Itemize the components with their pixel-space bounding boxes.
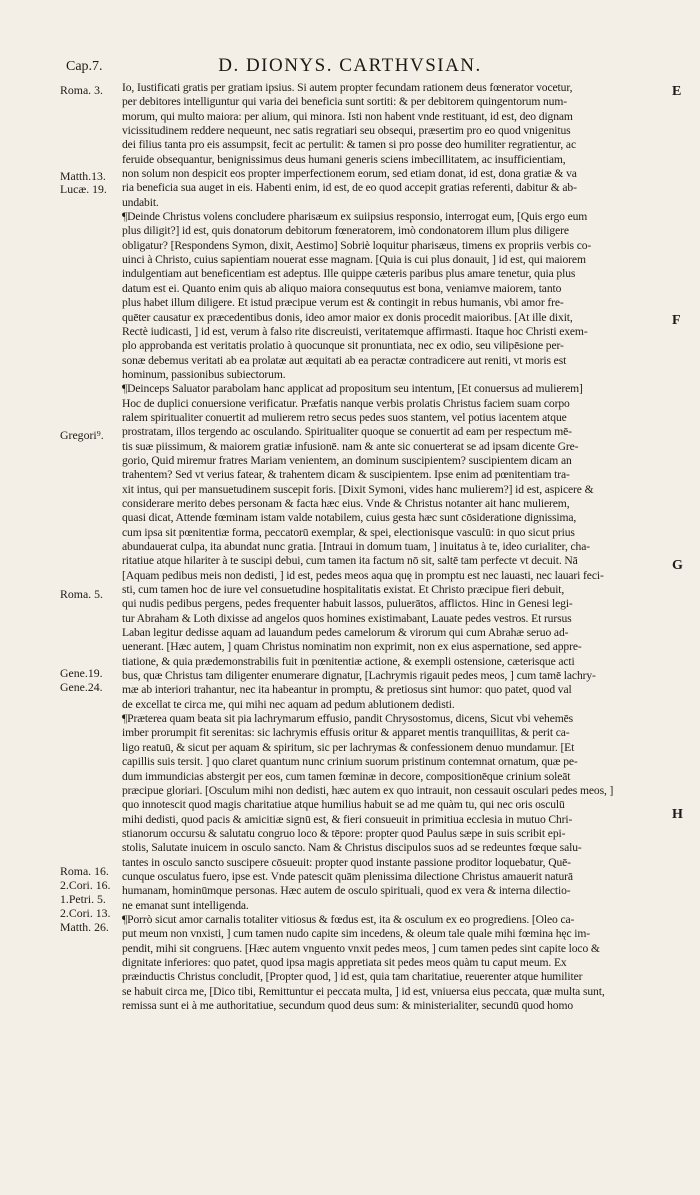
text-line: remissa sunt ei à me authoritatiue, secundum quod deus sum: & ministerialiter, secundū quod homo <box>122 999 574 1012</box>
text-line: ligo reatuū, & sicut per aquam & spiritum, sic per lachrymas & confessionem denuo mundamur. [Et <box>122 740 575 754</box>
text-line: abundauerat culpa, ita abundat nunc gratia. [Intraui in domum tuam, ] inuitatus à te, ideo curialiter, cha- <box>122 540 590 553</box>
text-line: qui nudis pedibus pergens, pedes frequenter habuit lassos, puluerātos, afflictos. Hinc in Genesi legi- <box>122 597 573 611</box>
text-line: præcipue gloriari. [Osculum mihi non dedisti, hæc autem ex quo intrauit, non cessauit osculari pedes meos, ] <box>122 783 614 797</box>
margin-ref: Gene.19. <box>60 666 103 680</box>
text-line: imber prorumpit fit serenitas: sic lachrymis effusis oritur & apparet mentis tranquillitas, & perit ca- <box>122 726 570 740</box>
text-line: capillis suis tersit. ] quo claret quantum nunc crinium suorum pristinum contemnat ornatum, quæ pe- <box>122 755 578 769</box>
running-header <box>0 55 700 79</box>
text-line: datum est ei. Quanto enim quis ab aliquo maiora consequutus est bona, veniamve maiorem, tanto <box>122 281 562 295</box>
text-line: prostratam, illos tergendo ac osculando. Spiritualiter quoque se conuertit ad eam per respectum mē- <box>122 425 572 439</box>
section-letter: F <box>672 313 681 328</box>
margin-ref: Roma. 3. <box>60 83 103 97</box>
margin-ref: Lucæ. 19. <box>60 182 107 196</box>
text-line: uenerant. [Hæc autem, ] quam Christus nominatim non exprimit, non ex eius aspernatione, sed appre- <box>122 640 582 654</box>
text-line: per debitores intelliguntur qui varia dei beneficia sunt sortiti: & per debitorem quingentorum num- <box>122 95 567 109</box>
text-line: ralem spiritualiter conuertit ad mulierem retro secus pedes suos stantem, vel potius iacentem atque <box>122 410 567 424</box>
margin-ref: Matth.13. <box>60 169 106 183</box>
text-line: xit intus, qui per mansuetudinem suscepit foris. [Dixit Symoni, vides hanc mulierem?] id est, aspicere & <box>122 482 594 496</box>
text-line: pendit, mihi sit congruens. [Hæc autem vnguento vnxit pedes meos, ] cum tamen pedes sint capite loco & <box>122 941 600 955</box>
text-line: stianorum occursu & salutatu congruo loco & tēpore: propter quod Paulus sæpe in suis scribit epi- <box>122 826 566 840</box>
margin-ref: Gregori⁹. <box>60 428 104 442</box>
text-line: put meum non vnxisti, ] cum tamen nudo capite sim incedens, & oleum tale quale mihi fœmina hęc im- <box>122 927 590 941</box>
section-letter: G <box>672 558 683 573</box>
text-line: quasi dicat, Attende fœminam istam valde notabilem, cuius gesta hæc sunt cōsideratione dignissima, <box>122 511 577 525</box>
text-line: quo innotescit quod magis charitatiue atque humilius habuit se ad me quàm tu, qui nec oris osculū <box>122 798 565 812</box>
text-line: indulgentiam aut beneficentiam est adeptus. Ille quippe cæteris paribus plus amare tenetur, quia plus <box>122 267 576 281</box>
text-line: tis suæ piissimum, & maiorem gratiæ infusionē. nam & ante sic conuerterat se ad ipsam dicente Gre- <box>122 439 579 453</box>
section-letter: E <box>672 84 682 99</box>
text-line: plus diligit?] id est, quis donatorum debitorum fœneratorem, imò condonatorem illum plus diligere <box>122 224 569 238</box>
text-line: præinductis Christus concludit, [Propter quod, ] id est, quia tam charitatiue, reuerenter atque humiliter <box>122 970 583 984</box>
text-line: considerare merito debes personam & facta hæc eius. Vnde & Christus notanter ait hanc mulierem, <box>122 496 570 510</box>
text-line: bus, quæ Christus tam diligenter enumerare dignatur, [Lachrymis rigauit pedes meos, ] cum tamē lachry- <box>122 669 596 683</box>
text-line: plo approbanda est veritatis prolatio à quocunque sit pronuntiata, nec ex odio, seu vilipēsione per- <box>122 339 564 353</box>
text-line: mihi dedisti, quod pacis & amicitiæ signū est, & fieri consueuit in primitiua ecclesia in mutuo Chri- <box>122 812 573 826</box>
text-line: Laban legitur dedisse aquam ad lauandum pedes camelorum & virorum qui cum Abrahæ seruo ad- <box>122 626 569 640</box>
margin-ref: Roma. 5. <box>60 587 103 601</box>
text-line: feruide obsequantur, benignissimus deus humani generis sciens imbecillitatem, ac insufficientiam, <box>122 152 566 166</box>
text-line: ne emanat sunt intelligenda. <box>122 898 249 912</box>
text-line: humanam, hominūmque personas. Hæc autem de osculo spirituali, quod ex vera & interna dilectio- <box>122 884 571 898</box>
text-line: ¶Præterea quam beata sit pia lachrymarum effusio, pandit Chrysostomus, dicens, Sicut vbi vehemēs <box>122 712 574 726</box>
text-line: tiatione, & quia prædemonstrabilis fuit in pœnitentiæ actione, & exempli ostensione, cæterisque acti <box>122 654 575 668</box>
margin-ref: Matth. 26. <box>60 920 109 934</box>
text-line: gorio, Quid miremur fratres Mariam venientem, an dominum suscipientem? suscipientem dicam an <box>122 453 572 467</box>
text-line: quēter causatur ex præcedentibus donis, ideo amor maior ex donis procedit maioribus. [At ille dixit, <box>122 310 573 324</box>
text-line: [Aquam pedibus meis non dedisti, ] id est, pedes meos aqua quę in promptu est nec lauasti, nec lauari feci- <box>122 568 604 582</box>
text-line: de excellat te circa me, qui mihi nec aquam ad pedum ablutionem dedisti. <box>122 697 455 711</box>
page-title: D. DIONYS. CARTHVSIAN. <box>218 55 482 76</box>
text-line: dignitate inferiores: quo patet, quod ipsa magis appretiata sit pedes meos quàm tu caput meum. Ex <box>122 955 567 969</box>
text-line: sonæ debemus veritati ab ea prolatæ aut æquitati ab ea peractæ contradicere aut reniti, vt moris est <box>122 353 567 367</box>
margin-ref: 2.Cori. 16. <box>60 878 111 892</box>
text-line: non solum non despicit eos propter imperfectionem eorum, sed etiam donat, id est, dona gratiæ & va <box>122 167 577 181</box>
margin-ref: Gene.24. <box>60 680 103 694</box>
text-line: tur Abraham & Loth dixisse ad angelos quos homines existimabant, Lauate pedes vestros. Et rursus <box>122 611 572 625</box>
text-line: ritatiue atque hilariter à te suscipi debui, cum tamen ita factum nō sit, saltē tam perfecte vt decuit. Nā <box>122 554 578 568</box>
text-line: obligatur? [Respondens Symon, dixit, Aestimo] Sobriè loquitur pharisæus, timens ex propriis verbis co- <box>122 238 592 252</box>
text-line: se habuit circa me, [Dico tibi, Remittuntur ei peccata multa, ] id est, vniuersa eius peccata, quæ multa sunt, <box>122 984 605 998</box>
text-line: ¶Porrò sicut amor carnalis totaliter vitiosus & fœdus est, ita & osculum ex eo progrediens. [Oleo ca- <box>122 912 575 926</box>
text-line: Io, Iustificati gratis per gratiam ipsius. Si autem propter fecundam rationem deus fœnerator vocetur, <box>122 81 573 94</box>
text-line: trahentem? Sed vt verius fatear, & trahentem dicam & suscipientem. Ipse enim ad pœnitentiam tra- <box>122 468 570 482</box>
text-line: ¶Deinde Christus volens concludere pharisæum ex suiipsius responsio, interrogat eum, [Quis ergo eum <box>122 210 588 224</box>
text-line: ¶Deinceps Saluator parabolam hanc applicat ad propositum seu intentum, [Et conuersus ad mulierem] <box>122 382 583 396</box>
text-line: ria beneficia sua auget in eis. Habenti enim, id est, de eo quod accepit gratias referenti, dabitur & ab- <box>122 181 577 195</box>
text-line: hominum, passionibus subiectorum. <box>122 367 286 381</box>
text-line: cunque osculatus fuero, ipse est. Vnde patescit quām plenissima dilectione Christus amauerit naturā <box>122 869 573 883</box>
text-line: cum ipsa sit pœnitentiæ forma, peccatorū exemplar, & spei, electionisque vasculū: in quo sicut prius <box>122 525 575 539</box>
text-line: stolis, Salutate inuicem in osculo sancto. Nam & Christus discipulos suos ad se redeuntes fœque salu- <box>122 841 582 855</box>
text-line: sti, cum tamen hoc de iure vel consuetudine hospitalitatis existat. Et Christo præcipue fieri debuit, <box>122 583 565 597</box>
text-line: plus habet illum diligere. Et istud præcipue verum est & contingit in rebus humanis, vbi amor fre- <box>122 296 564 310</box>
text-line: Hoc de duplici conuersione verificatur. Præfatis nanque verbis prolatis Christus faciem suam corpo <box>122 396 570 410</box>
text-line: uinci à Christo, cuius sapientiam nouerat esse magnam. [Quia is cui plus donauit, ] id est, qui maiorem <box>122 253 586 267</box>
text-line: vicissitudinem reddere nequeunt, nec satis regratiari seu obsequi, præsertim pro eo quod vnigenitus <box>122 124 571 138</box>
text-line: dum immundicias abstergit per eos, cum tamen fœminæ in decore, compositionēque crinium soleāt <box>122 769 571 783</box>
text-line: undabit. <box>122 195 159 209</box>
text-line: dei filius tanta pro eis assumpsit, fecit ac pertulit: & tamen si pro posse deo humiliter regratientur, ac <box>122 138 576 152</box>
commentary-text <box>122 81 656 1013</box>
chapter-label: Cap.7. <box>66 59 103 74</box>
text-line: mæ ab interiori trahantur, nec ita habeantur in promptu, & pretiosus sint humor: quo patet, quod val <box>122 683 572 697</box>
margin-ref: 1.Petri. 5. <box>60 892 106 906</box>
margin-ref: Roma. 16. <box>60 864 109 878</box>
margin-ref: 2.Cori. 13. <box>60 906 111 920</box>
text-line: morum, qui multo maiora: per alium, qui minora. Isti non habent vnde restituant, id est, deo dignam <box>122 109 573 123</box>
text-line: Rectè iudicasti, ] id est, verum à falso rite discreuisti, veritatemque affirmasti. Itaque hoc Christi exem- <box>122 324 588 338</box>
section-letter: H <box>672 807 683 822</box>
text-line: tantes in osculo sancto suscipere cōsueuit: propter quod instante passione proditor loquebatur, Quē- <box>122 855 571 869</box>
